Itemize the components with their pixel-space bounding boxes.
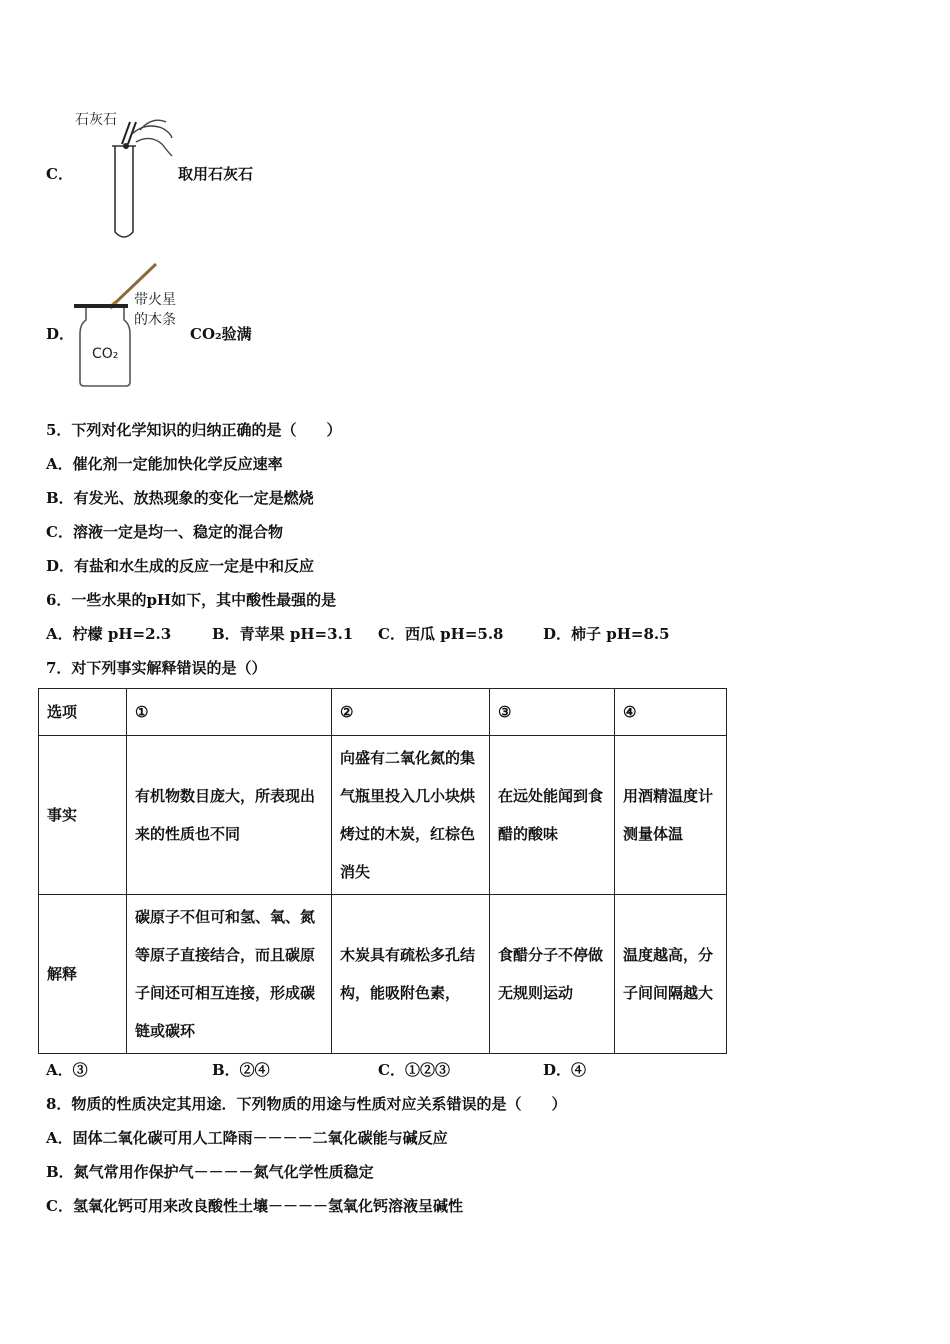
table-cell: 木炭具有疏松多孔结构，能吸附色素， <box>332 895 490 1054</box>
table-row-fact <box>39 736 727 895</box>
table-cell: 用酒精温度计测量体温 <box>615 736 727 895</box>
limestone-label: 石灰石 <box>75 112 117 128</box>
q6-option-c: C．西瓜 pH=5.8 <box>378 625 504 643</box>
q6-option-d: D．柿子 pH=8.5 <box>543 625 670 643</box>
co2-bottle-label: CO₂ <box>92 346 119 362</box>
table-header-row <box>39 689 727 736</box>
table-cell: ② <box>332 689 490 736</box>
table-cell: 解释 <box>39 895 127 1054</box>
splint-label-line2: 的木条 <box>134 312 176 328</box>
table-row-explain <box>39 895 727 1054</box>
table-cell: ④ <box>615 689 727 736</box>
q7-option-c: C．①②③ <box>378 1061 450 1079</box>
q6-option-b: B．青苹果 pH=3.1 <box>212 625 354 643</box>
q8-option-a: A．固体二氧化碳可用人工降雨－－－－二氧化碳能与碱反应 <box>46 1129 448 1147</box>
q7-option-d: D．④ <box>543 1061 587 1079</box>
q5-option-a: A．催化剂一定能加快化学反应速率 <box>46 455 283 473</box>
q4-option-d-label: CO₂验满 <box>190 325 252 343</box>
q7-option-b: B．②④ <box>212 1061 270 1079</box>
gas-bottle-co2-figure <box>70 258 200 390</box>
q8-option-c: C．氢氧化钙可用来改良酸性土壤－－－－氢氧化钙溶液呈碱性 <box>46 1197 463 1215</box>
table-cell: ③ <box>490 689 615 736</box>
table-cell: 食醋分子不停做无规则运动 <box>490 895 615 1054</box>
q8-stem: 8．物质的性质决定其用途．下列物质的用途与性质对应关系错误的是（ ） <box>46 1095 567 1113</box>
q4-option-c-label: 取用石灰石 <box>178 165 254 183</box>
q7-option-a: A．③ <box>46 1061 88 1079</box>
splint-label-line1: 带火星 <box>134 292 176 308</box>
q4-option-c-letter: C． <box>46 165 73 183</box>
table-cell: 温度越高，分子间间隔越大 <box>615 895 727 1054</box>
table-cell: 事实 <box>39 736 127 895</box>
q6-stem: 6．一些水果的pH如下，其中酸性最强的是 <box>46 591 337 609</box>
q5-option-d: D．有盐和水生成的反应一定是中和反应 <box>46 557 315 575</box>
q8-option-b: B．氮气常用作保护气－－－－氮气化学性质稳定 <box>46 1163 374 1181</box>
q6-option-a: A．柠檬 pH=2.3 <box>46 625 172 643</box>
q5-stem: 5．下列对化学知识的归纳正确的是（ ） <box>46 421 342 439</box>
test-tube-limestone-figure <box>70 104 190 244</box>
q5-option-c: C．溶液一定是均一、稳定的混合物 <box>46 523 283 541</box>
table-cell: 碳原子不但可和氢、氧、氮等原子直接结合，而且碳原子间还可相互连接，形成碳链或碳环 <box>127 895 332 1054</box>
q4-option-d-letter: D． <box>46 325 75 343</box>
q5-option-b: B．有发光、放热现象的变化一定是燃烧 <box>46 489 314 507</box>
q7-table <box>38 688 727 1054</box>
q7-stem: 7．对下列事实解释错误的是（） <box>46 659 267 677</box>
table-cell: 有机物数目庞大，所表现出来的性质也不同 <box>127 736 332 895</box>
table-cell: ① <box>127 689 332 736</box>
table-cell: 选项 <box>39 689 127 736</box>
table-cell: 在远处能闻到食醋的酸味 <box>490 736 615 895</box>
table-cell: 向盛有二氧化氮的集气瓶里投入几小块烘烤过的木炭，红棕色消失 <box>332 736 490 895</box>
